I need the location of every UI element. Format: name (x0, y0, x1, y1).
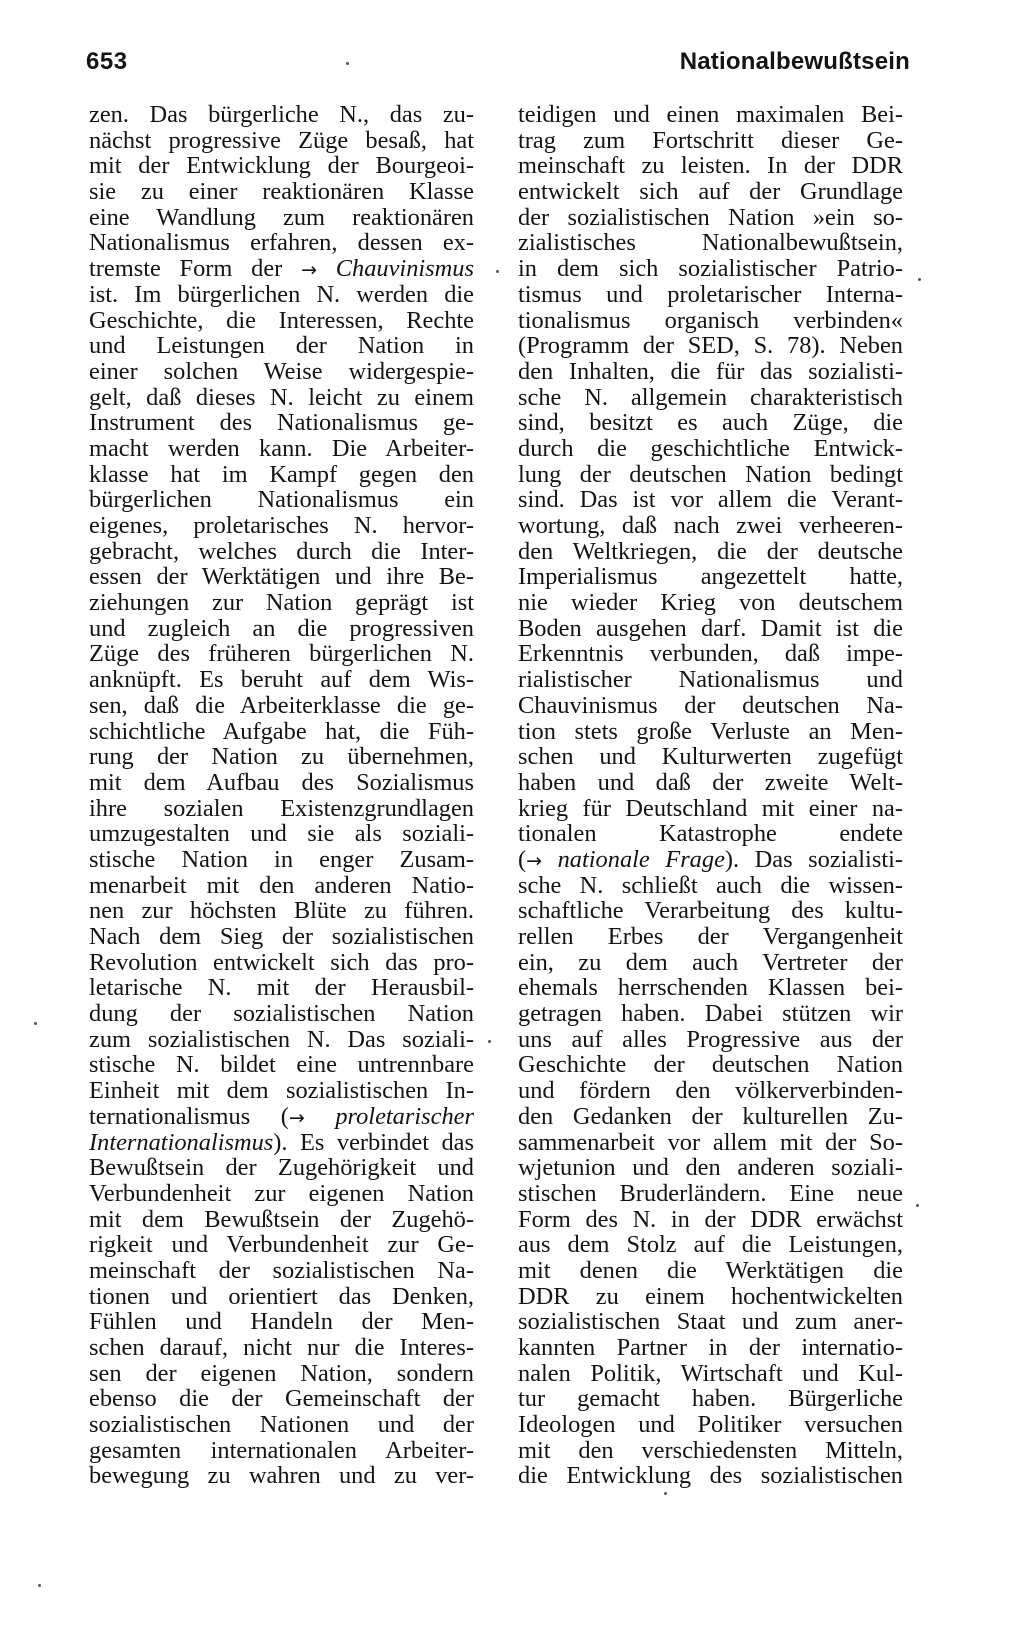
text-line: nie wieder Krieg von deutschem (518, 589, 903, 617)
text-line: sind, besitzt es auch Züge, die (518, 409, 903, 437)
text-line: den Weltkriegen, die der deutsche (518, 537, 903, 565)
text-line: rialistischer Nationalismus und (518, 666, 903, 694)
text-line: Verbundenheit zur eigenen Nation (89, 1179, 474, 1207)
text-line: ehemals herrschenden Klassen bei- (518, 974, 903, 1002)
text-line: und fördern den völkerverbinden- (518, 1077, 903, 1105)
text-line: tionalen Katastrophe endete (518, 820, 903, 848)
text-line: letarische N. mit der Herausbil- (89, 974, 474, 1002)
text-line: Boden ausgehen darf. Damit ist die (518, 614, 903, 642)
text-line: ebenso die der Gemeinschaft der (89, 1385, 474, 1413)
text-line: haben und daß der zweite Welt- (518, 768, 903, 796)
text-line: tionalismus organisch verbinden« (518, 306, 903, 334)
print-speck (34, 1022, 37, 1025)
text-line: stische Nation in enger Zusam- (89, 845, 474, 873)
text-line: schen darauf, nicht nur die Interes- (89, 1334, 474, 1361)
text-line: Imperialismus angezettelt hatte, (518, 563, 903, 591)
text-line: sche N. allgemein charakteristisch (518, 383, 903, 411)
text-line: krieg für Deutschland mit einer na- (518, 794, 903, 822)
print-speck (38, 1584, 41, 1587)
text-line: wortung, daß nach zwei verheeren- (518, 512, 903, 539)
text-line: uns auf alles Progressive aus der (518, 1025, 903, 1053)
text-line: aus dem Stolz auf die Leistungen, (518, 1231, 903, 1259)
text-line: Nationalismus erfahren, dessen ex- (89, 229, 474, 257)
text-line: nen zur höchsten Blüte zu führen. (89, 897, 474, 925)
text-line: zialistisches Nationalbewußtsein, (518, 229, 903, 257)
text-line: mit dem Bewußtsein der Zugehö- (89, 1205, 474, 1233)
text-line: gelt, daß dieses N. leicht zu einem (89, 383, 474, 411)
text-line: ihre sozialen Existenzgrundlagen (89, 794, 474, 822)
text-line: macht werden kann. Die Arbeiter- (89, 434, 474, 462)
text-line: tion stets große Verluste an Men- (518, 717, 903, 745)
text-line: den Inhalten, die für das sozialisti- (518, 357, 903, 385)
text-line: mit den verschiedensten Mitteln, (518, 1436, 903, 1464)
text-line: ternationalismus (→ proletarischer (89, 1102, 474, 1130)
print-speck (664, 1492, 667, 1495)
running-head: Nationalbewußtsein (679, 48, 910, 75)
right-text-column (518, 102, 903, 1489)
text-line: tismus und proletarischer Interna- (518, 280, 903, 308)
text-line: bürgerlichen Nationalismus ein (89, 486, 474, 514)
text-line: meinschaft der sozialistischen Na- (89, 1256, 474, 1284)
text-line: sen, daß die Arbeiterklasse die ge- (89, 691, 474, 719)
text-line: einer solchen Weise widergespie- (89, 357, 474, 385)
text-line: ist. Im bürgerlichen N. werden die (89, 280, 474, 308)
print-speck (918, 278, 921, 281)
text-line: teidigen und einen maximalen Bei- (518, 101, 903, 128)
text-line: gebracht, welches durch die Inter- (89, 537, 474, 565)
text-line: Form des N. in der DDR erwächst (518, 1205, 903, 1233)
text-line: umzugestalten und sie als soziali- (89, 820, 474, 848)
text-line: kannten Partner in der internatio- (518, 1334, 903, 1361)
text-line: eigenes, proletarisches N. hervor- (89, 512, 474, 539)
text-line: Einheit mit dem sozialistischen In- (89, 1077, 474, 1105)
print-speck (346, 62, 349, 65)
text-line: mit denen die Werktätigen die (518, 1256, 903, 1284)
text-line: mit der Entwicklung der Bourgeoi- (89, 152, 474, 180)
text-line: lung der deutschen Nation bedingt (518, 460, 903, 488)
text-line: und zugleich an die progressiven (89, 614, 474, 642)
text-line: trag zum Fortschritt dieser Ge- (518, 126, 903, 154)
text-line: (→ nationale Frage). Das sozialisti- (518, 845, 903, 873)
text-line: Instrument des Nationalismus ge- (89, 409, 474, 437)
text-line: rellen Erbes der Vergangenheit (518, 923, 903, 950)
text-line: (Programm der SED, S. 78). Neben (518, 332, 903, 360)
text-line: stische N. bildet eine untrennbare (89, 1051, 474, 1079)
text-line: nalen Politik, Wirtschaft und Kul- (518, 1359, 903, 1387)
text-line: und Leistungen der Nation in (89, 332, 474, 360)
text-line: anknüpft. Es beruht auf dem Wis- (89, 666, 474, 694)
text-line: wjetunion und den anderen soziali- (518, 1154, 903, 1182)
text-line: Nach dem Sieg der sozialistischen (89, 923, 474, 950)
text-line: essen der Werktätigen und ihre Be- (89, 563, 474, 591)
text-line: stischen Bruderländern. Eine neue (518, 1179, 903, 1207)
text-line: sie zu einer reaktionären Klasse (89, 178, 474, 206)
text-line: Fühlen und Handeln der Men- (89, 1308, 474, 1336)
text-line: mit dem Aufbau des Sozialismus (89, 768, 474, 796)
print-speck (488, 1040, 491, 1043)
text-line: gesamten internationalen Arbeiter- (89, 1436, 474, 1464)
text-line: ein, zu dem auch Vertreter der (518, 948, 903, 976)
text-line: tur gemacht haben. Bürgerliche (518, 1385, 903, 1413)
text-line: zum sozialistischen N. Das soziali- (89, 1025, 474, 1053)
text-line: Revolution entwickelt sich das pro- (89, 948, 474, 976)
print-speck (496, 270, 499, 273)
text-line: sche N. schließt auch die wissen- (518, 871, 903, 899)
print-speck (916, 1204, 919, 1207)
text-line: zen. Das bürgerliche N., das zu- (89, 101, 474, 128)
text-line: Bewußtsein der Zugehörigkeit und (89, 1154, 474, 1182)
text-line: ziehungen zur Nation geprägt ist (89, 589, 474, 617)
text-line: rigkeit und Verbundenheit zur Ge- (89, 1231, 474, 1259)
text-line: schaftliche Verarbeitung des kultu- (518, 897, 903, 925)
text-line: der sozialistischen Nation »ein so- (518, 203, 903, 231)
text-line: bewegung zu wahren und zu ver- (89, 1462, 474, 1490)
text-line: Internationalismus). Es verbindet das (89, 1128, 474, 1156)
text-line: meinschaft zu leisten. In der DDR (518, 152, 903, 180)
text-line: sen der eigenen Nation, sondern (89, 1359, 474, 1387)
text-line: Geschichte der deutschen Nation (518, 1051, 903, 1079)
text-line: tremste Form der → Chauvinismus (89, 255, 474, 283)
text-line: durch die geschichtliche Entwick- (518, 434, 903, 462)
text-line: sozialistischen Staat und zum aner- (518, 1308, 903, 1336)
text-line: Chauvinismus der deutschen Na- (518, 691, 903, 719)
text-line: getragen haben. Dabei stützen wir (518, 1000, 903, 1028)
text-line: sind. Das ist vor allem die Verant- (518, 486, 903, 514)
text-line: sozialistischen Nationen und der (89, 1411, 474, 1439)
text-line: schen und Kulturwerten zugefügt (518, 743, 903, 771)
text-line: rung der Nation zu übernehmen, (89, 743, 474, 771)
text-line: klasse hat im Kampf gegen den (89, 460, 474, 488)
page-number: 653 (86, 48, 128, 75)
text-line: DDR zu einem hochentwickelten (518, 1282, 903, 1310)
text-line: menarbeit mit den anderen Natio- (89, 871, 474, 899)
text-line: Geschichte, die Interessen, Rechte (89, 306, 474, 334)
text-line: dung der sozialistischen Nation (89, 1000, 474, 1028)
text-line: die Entwicklung des sozialistischen (518, 1462, 903, 1490)
text-line: tionen und orientiert das Denken, (89, 1282, 474, 1310)
text-line: entwickelt sich auf der Grundlage (518, 178, 903, 206)
text-line: Erkenntnis verbunden, daß impe- (518, 640, 903, 668)
left-text-column (89, 102, 474, 1489)
text-line: Züge des früheren bürgerlichen N. (89, 640, 474, 668)
text-line: schichtliche Aufgabe hat, die Füh- (89, 717, 474, 745)
text-line: den Gedanken der kulturellen Zu- (518, 1102, 903, 1130)
text-line: in dem sich sozialistischer Patrio- (518, 255, 903, 283)
text-line: sammenarbeit vor allem mit der So- (518, 1128, 903, 1156)
text-line: eine Wandlung zum reaktionären (89, 203, 474, 231)
text-line: nächst progressive Züge besaß, hat (89, 126, 474, 154)
text-line: Ideologen und Politiker versuchen (518, 1411, 903, 1439)
